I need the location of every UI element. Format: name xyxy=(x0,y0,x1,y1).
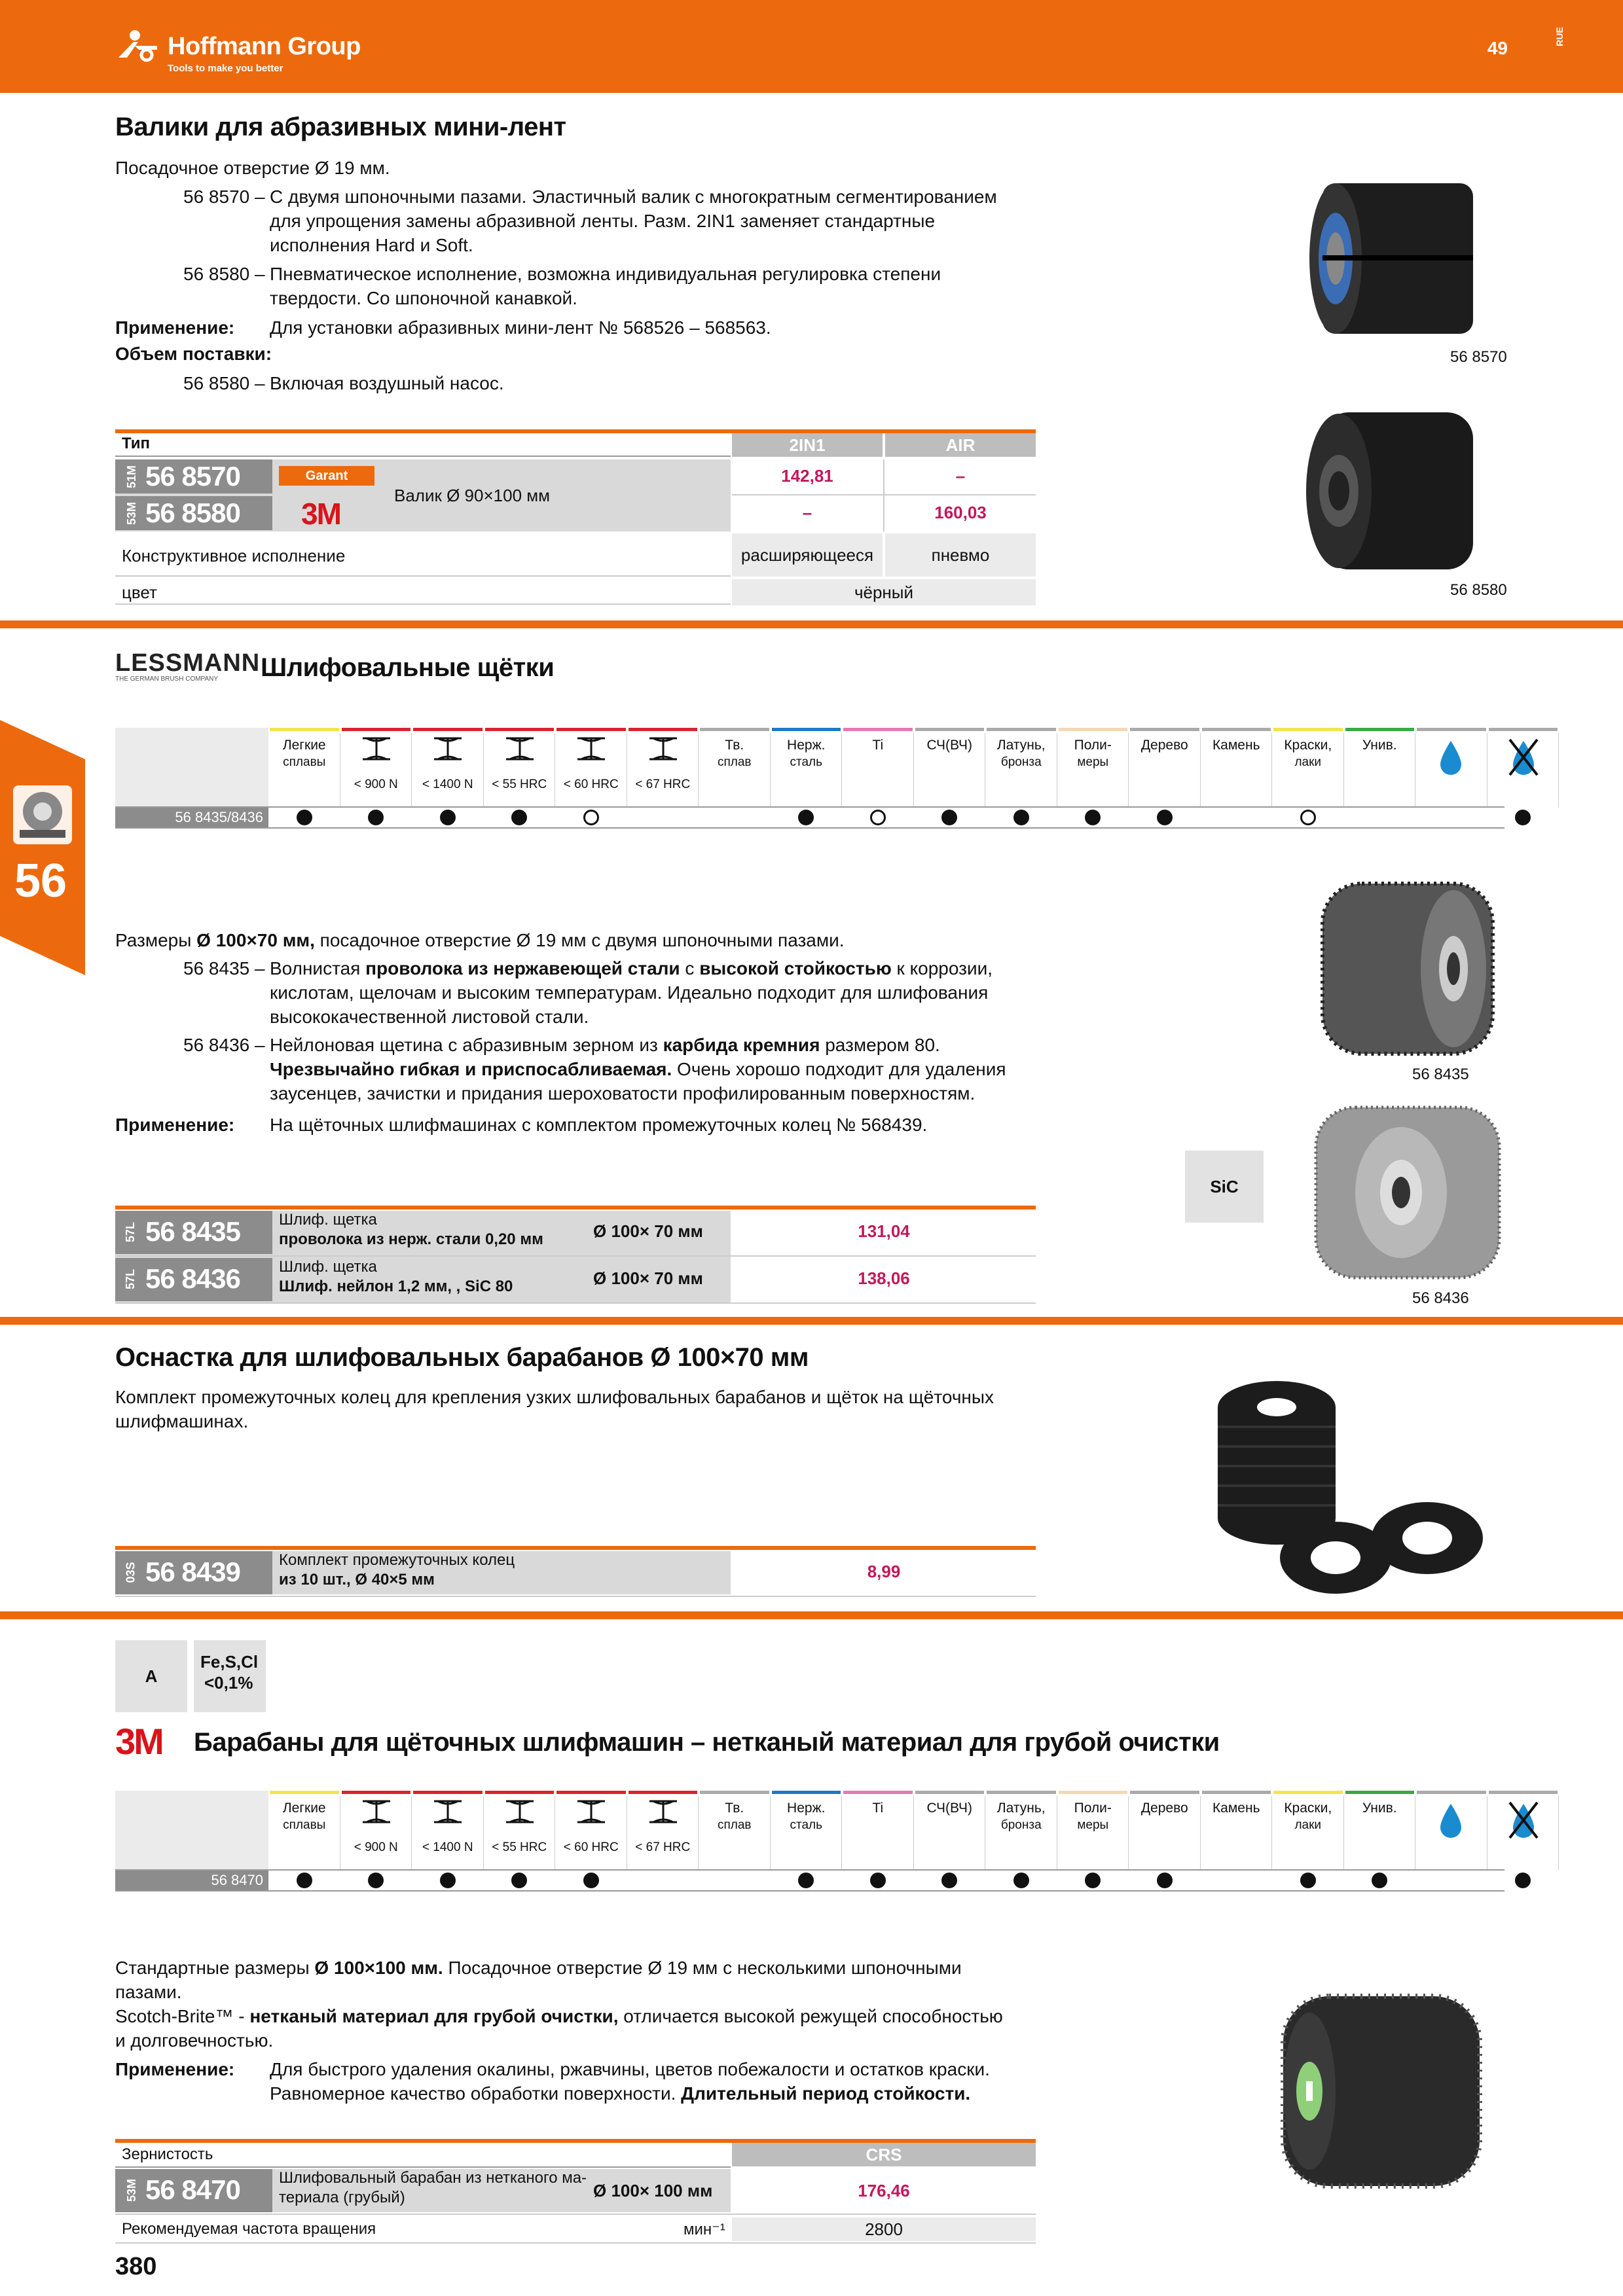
item-desc: твердости. Со шпоночной канавкой. xyxy=(270,288,577,308)
material-matrix xyxy=(115,728,1504,830)
divider xyxy=(115,2214,1036,2215)
material-header: Ti xyxy=(872,738,884,753)
row-desc: Комплект промежуточных колец xyxy=(279,1551,515,1569)
divider xyxy=(115,2166,731,2168)
material-color-bar xyxy=(629,728,698,731)
section-title: Оснастка для шлифовальных барабанов Ø 100×70 мм xyxy=(115,1343,809,1372)
article-number: 56 8470 xyxy=(145,2174,240,2205)
wire-brush-image xyxy=(1303,864,1512,1073)
price: – xyxy=(955,466,966,486)
matrix-rule xyxy=(115,1890,1504,1892)
wet-drop-icon xyxy=(1438,740,1464,776)
material-header: Унив. xyxy=(1362,738,1397,753)
scope-code: 56 8580 – xyxy=(183,373,265,393)
material-header: Камень xyxy=(1212,738,1260,753)
material-sub: сплавы xyxy=(283,1818,326,1832)
article-number: 56 8439 xyxy=(145,1556,240,1587)
item-code: 56 8580 – xyxy=(183,264,265,284)
chapter-number: 56 xyxy=(14,855,67,907)
price: 8,99 xyxy=(867,1562,901,1581)
price: 142,81 xyxy=(781,466,833,486)
application-label: Применение: xyxy=(115,2059,235,2079)
material-color-bar xyxy=(772,728,841,731)
suitable-mark xyxy=(297,810,312,825)
material-sub: сталь xyxy=(790,1818,823,1832)
material-header: Камень xyxy=(1212,1801,1260,1816)
matrix-article: 56 8470 xyxy=(115,1871,268,1890)
row-desc: Шлиф. щетка xyxy=(279,1258,377,1276)
t: Стандартные размеры xyxy=(115,1958,315,1978)
col-header-2in1: 2IN1 xyxy=(732,433,883,457)
t: Очень хорошо подходит для удаления xyxy=(672,1059,1006,1079)
suitable-mark xyxy=(870,1873,886,1888)
steel-beam-icon xyxy=(648,736,678,762)
badge-a: A xyxy=(115,1640,187,1712)
item-code: 56 8435 – xyxy=(183,958,265,978)
mark-cell xyxy=(1415,808,1487,827)
size-pre: Размеры xyxy=(115,930,197,950)
item-desc: исполнения Hard и Soft. xyxy=(270,235,473,255)
mark-cell xyxy=(1415,1871,1487,1890)
material-header: СЧ(ВЧ) xyxy=(926,1801,972,1816)
dry-no-drop-icon xyxy=(1507,1800,1540,1840)
mark-cell xyxy=(1201,1871,1273,1890)
roller-image xyxy=(1283,164,1512,347)
section-title: Барабаны для щёточных шлифмашин – нетканый материал для грубой очистки xyxy=(194,1728,1220,1757)
material-sub: < 55 HRC xyxy=(492,1840,547,1854)
divider xyxy=(115,1596,1036,1597)
t: нетканый материал для грубой очистки, xyxy=(249,2006,619,2026)
material-header: Легкие xyxy=(282,738,326,753)
section-text: шлифмашинах. xyxy=(115,1411,249,1431)
material-sub: < 1400 N xyxy=(422,1840,473,1854)
color-value: чёрный xyxy=(732,579,1036,605)
divider xyxy=(115,456,731,457)
article-tag: 57L xyxy=(124,1268,137,1290)
material-color-bar xyxy=(342,1791,411,1794)
application-label: Применение: xyxy=(115,317,235,338)
material-sub: < 67 HRC xyxy=(635,778,691,791)
steel-beam-icon xyxy=(505,736,535,762)
divider xyxy=(115,1302,1036,1304)
size-post: посадочное отверстие Ø 19 мм с двумя шпоночными пазами. xyxy=(314,930,845,950)
steel-beam-icon xyxy=(361,736,392,762)
application-text: Для быстрого удаления окалины, ржавчины, цветов побежалости и остатков краски. xyxy=(270,2059,990,2079)
material-header: Поли- xyxy=(1074,738,1112,753)
material-color-bar xyxy=(556,1791,626,1794)
application-text: Для установки абразивных мини-лент № 568526 – 568563. xyxy=(270,317,771,338)
size-text xyxy=(115,928,845,952)
material-header: Латунь, xyxy=(996,1801,1046,1816)
t: Посадочное отверстие Ø 19 мм с несколькими шпоночными xyxy=(443,1958,962,1978)
suitable-mark xyxy=(1157,1873,1173,1888)
steel-beam-icon xyxy=(433,736,463,762)
matrix-article: 56 8435/8436 xyxy=(115,808,268,827)
price: 131,04 xyxy=(858,1221,910,1241)
roller-image xyxy=(1283,399,1512,583)
item-desc xyxy=(270,1057,1006,1081)
material-header: Дерево xyxy=(1140,1801,1188,1816)
table-top-rule xyxy=(115,1546,1036,1550)
article-number: 56 8436 xyxy=(145,1263,240,1294)
limited-mark xyxy=(1300,810,1316,825)
t: карбида кремния xyxy=(663,1035,820,1055)
matrix-label-bg xyxy=(115,728,268,806)
mark-cell xyxy=(699,808,771,827)
item-code: 56 8570 – xyxy=(183,187,265,207)
material-color-bar xyxy=(1273,728,1343,731)
material-sub: бронза xyxy=(1000,755,1042,769)
material-color-bar xyxy=(1202,1791,1271,1794)
limited-mark xyxy=(870,810,886,825)
material-sub: < 60 HRC xyxy=(563,1840,619,1854)
article-number: 56 8570 xyxy=(145,461,240,492)
steel-beam-icon xyxy=(648,1799,678,1825)
material-sub: сталь xyxy=(790,755,823,769)
garant-logo: Garant xyxy=(279,466,374,486)
t: проволока из нержавеющей стали xyxy=(365,958,680,978)
material-sub: < 900 N xyxy=(354,778,398,791)
application-text xyxy=(270,2081,970,2106)
image-caption: 56 8436 xyxy=(1412,1289,1469,1307)
material-color-bar xyxy=(987,728,1056,731)
3m-logo: 3M xyxy=(301,497,340,531)
t: Нейлоновая щетина с абразивным зерном из xyxy=(270,1035,663,1055)
mark-cell xyxy=(1201,808,1273,827)
image-caption: 56 8580 xyxy=(1450,581,1507,599)
material-header: Тв. xyxy=(725,738,744,753)
color-label: цвет xyxy=(122,583,157,602)
material-color-bar xyxy=(1273,1791,1343,1794)
fleece-drum-image xyxy=(1270,1983,1493,2199)
material-sub: < 55 HRC xyxy=(492,778,547,791)
footer-page-number: 380 xyxy=(115,2253,157,2280)
material-color-bar xyxy=(485,728,555,731)
t: отличается высокой режущей способностью xyxy=(618,2006,1003,2026)
suitable-mark xyxy=(1013,810,1029,825)
mark-cell xyxy=(699,1871,771,1890)
article-number: 56 8580 xyxy=(145,497,240,528)
t: высокой стойкостью xyxy=(699,958,892,978)
suitable-mark xyxy=(297,1873,312,1888)
row-desc: Шлифовальный барабан из нетканого ма- xyxy=(279,2169,587,2187)
material-sub: лаки xyxy=(1294,1818,1322,1832)
section-title: Валики для абразивных мини-лент xyxy=(115,113,566,141)
material-header: Краски, xyxy=(1284,1801,1332,1816)
grit-label: Зернистость xyxy=(122,2145,213,2163)
table-top-rule xyxy=(115,1206,1036,1210)
row-desc: териала (грубый) xyxy=(279,2189,405,2206)
article-tag: 53M xyxy=(125,501,139,526)
image-caption: 56 8435 xyxy=(1412,1066,1469,1083)
material-color-bar xyxy=(1345,728,1415,731)
matrix-rule xyxy=(115,1869,1504,1871)
section-text: пазами. xyxy=(115,1982,182,2002)
language-code: RUE xyxy=(1554,27,1565,46)
brand-name: Hoffmann Group xyxy=(168,33,361,60)
section-title: Шлифовальные щётки xyxy=(261,653,555,682)
matrix-label-bg xyxy=(115,1791,268,1869)
divider xyxy=(115,2242,1036,2244)
article-tag: 51M xyxy=(125,465,139,489)
material-header: Легкие xyxy=(282,1801,326,1816)
row-size: Ø 100× 70 мм xyxy=(593,1221,703,1241)
material-color-bar xyxy=(413,728,483,731)
application-text: На щёточных шлифмашинах с комплектом промежуточных колец № 568439. xyxy=(270,1115,928,1135)
section-rule xyxy=(0,1317,1623,1325)
material-color-bar xyxy=(987,1791,1056,1794)
limited-mark xyxy=(583,810,599,825)
material-color-bar xyxy=(556,728,626,731)
material-sub: < 1400 N xyxy=(422,778,473,791)
suitable-mark xyxy=(440,810,456,825)
item-desc: С двумя шпоночными пазами. Эластичный валик с многократным сегментированием xyxy=(270,187,997,207)
material-header: Нерж. xyxy=(787,738,826,753)
material-header: Краски, xyxy=(1284,738,1332,753)
material-sub: сплавы xyxy=(283,755,326,769)
material-color-bar xyxy=(629,1791,698,1794)
brand-slogan: Tools to make you better xyxy=(168,63,283,74)
material-sub: < 60 HRC xyxy=(563,778,619,791)
suitable-mark xyxy=(583,1873,599,1888)
divider xyxy=(115,603,731,605)
divider xyxy=(115,1255,1036,1257)
material-header: Нерж. xyxy=(787,1801,826,1816)
price: 176,46 xyxy=(858,2181,910,2200)
row-size: Ø 100× 100 мм xyxy=(593,2181,713,2200)
material-color-bar xyxy=(1202,728,1271,731)
section-rule xyxy=(0,620,1623,628)
row-desc: проволока из нерж. стали 0,20 мм xyxy=(279,1230,543,1248)
rpm-unit: мин⁻¹ xyxy=(684,2221,725,2238)
row-size: Ø 100× 70 мм xyxy=(593,1268,703,1288)
article-number: 56 8435 xyxy=(145,1216,240,1247)
page-header xyxy=(0,0,1623,93)
rpm-value: 2800 xyxy=(732,2217,1036,2241)
material-header: Унив. xyxy=(1362,1801,1397,1816)
material-color-bar xyxy=(413,1791,483,1794)
3m-logo: 3M xyxy=(115,1721,162,1762)
suitable-mark xyxy=(1013,1873,1029,1888)
material-color-bar xyxy=(1130,728,1199,731)
t: Чрезвычайно гибкая и приспосабливаемая. xyxy=(270,1059,672,1079)
material-color-bar xyxy=(1059,1791,1128,1794)
grit-value: CRS xyxy=(732,2143,1036,2166)
material-sub: лаки xyxy=(1294,755,1322,769)
design-2in1: расширяющееся xyxy=(732,533,883,577)
suitable-mark xyxy=(440,1873,456,1888)
wet-drop-icon xyxy=(1438,1803,1464,1839)
item-desc xyxy=(270,956,993,980)
dry-no-drop-icon xyxy=(1507,737,1540,778)
matrix-rule xyxy=(115,806,1504,808)
material-color-bar xyxy=(270,728,339,731)
chapter-tab xyxy=(0,720,85,975)
material-color-bar xyxy=(1130,1791,1199,1794)
hoffmann-logo-icon xyxy=(115,26,161,65)
image-caption: 56 8570 xyxy=(1450,348,1507,366)
steel-beam-icon xyxy=(505,1799,535,1825)
design-air: пневмо xyxy=(885,533,1036,577)
steel-beam-icon xyxy=(576,736,606,762)
price: 160,03 xyxy=(934,503,987,522)
divider xyxy=(883,459,884,531)
badge-halogen-l2: <0,1% xyxy=(204,1673,253,1693)
t: Равномерное качество обработки поверхности. xyxy=(270,2083,682,2104)
intro-text: Посадочное отверстие Ø 19 мм. xyxy=(115,158,390,178)
t: Scotch-Brite™ - xyxy=(115,2006,250,2026)
material-sub: меры xyxy=(1077,1818,1109,1832)
t: Длительный период стойкости. xyxy=(681,2083,971,2104)
material-sub: бронза xyxy=(1000,1818,1042,1832)
material-color-bar xyxy=(843,728,913,731)
material-color-bar xyxy=(1417,1791,1486,1794)
material-color-bar xyxy=(270,1791,339,1794)
material-sub: < 900 N xyxy=(354,1840,398,1854)
size-bold: Ø 100×70 мм, xyxy=(196,930,315,950)
t: Ø 100×100 мм. xyxy=(314,1958,443,1978)
material-sub: сплав xyxy=(717,755,752,769)
scope-label: Объем поставки: xyxy=(115,344,272,364)
material-color-bar xyxy=(1345,1791,1415,1794)
article-tag: 03S xyxy=(124,1562,137,1583)
nylon-brush-image xyxy=(1303,1094,1512,1291)
lessmann-sub: THE GERMAN BRUSH COMPANY xyxy=(115,675,219,683)
section-text: и долговечностью. xyxy=(115,2030,274,2051)
section-text xyxy=(115,2004,1003,2028)
steel-beam-icon xyxy=(433,1799,463,1825)
matrix-rule xyxy=(115,827,1504,829)
material-color-bar xyxy=(700,1791,769,1794)
article-tag: 57L xyxy=(124,1221,137,1243)
type-label: Тип xyxy=(122,435,150,452)
material-color-bar xyxy=(1489,728,1558,731)
mark-cell xyxy=(627,808,699,827)
material-color-bar xyxy=(915,1791,985,1794)
item-desc: заусенцев, зачистки и придания шероховатости профилированным поверхностям. xyxy=(270,1083,976,1103)
material-sub: меры xyxy=(1077,755,1109,769)
item-desc: для упрощения замены абразивной ленты. Разм. 2IN1 заменяет стандартные xyxy=(270,211,936,231)
roller-desc: Валик Ø 90×100 мм xyxy=(394,486,550,505)
t: размером 80. xyxy=(820,1035,940,1055)
scope-text: Включая воздушный насос. xyxy=(270,373,504,393)
item-desc: высококачественной листовой стали. xyxy=(270,1007,589,1027)
size-text xyxy=(115,1956,962,1980)
material-matrix xyxy=(115,1791,1504,1893)
article-tag: 53M xyxy=(125,2178,139,2202)
t: с xyxy=(680,958,700,978)
item-desc: кислотам, щелочам и высоким температурам. Идеально подходит для шлифования xyxy=(270,982,989,1003)
price: – xyxy=(802,503,812,522)
material-header: Поли- xyxy=(1074,1801,1112,1816)
material-color-bar xyxy=(485,1791,555,1794)
item-desc: Пневматическое исполнение, возможна индивидуальная регулировка степени xyxy=(270,264,941,284)
mark-cell xyxy=(1344,808,1416,827)
material-color-bar xyxy=(1489,1791,1558,1794)
section-text: Комплект промежуточных колец для крепления узких шлифовальных барабанов и щёток на щёточных xyxy=(115,1387,994,1407)
section-rule xyxy=(0,1611,1623,1619)
suitable-mark xyxy=(1300,1873,1316,1888)
t: к коррозии, xyxy=(891,958,993,978)
material-color-bar xyxy=(915,728,985,731)
row-desc: Шлиф. щетка xyxy=(279,1211,377,1229)
mark-cell xyxy=(627,1871,699,1890)
page-number: 49 xyxy=(1487,38,1508,58)
item-code: 56 8436 – xyxy=(183,1035,265,1055)
lessmann-logo: LESSMANN xyxy=(115,649,261,677)
material-sub: сплав xyxy=(717,1818,752,1832)
material-color-bar xyxy=(1059,728,1128,731)
design-label: Конструктивное исполнение xyxy=(122,546,346,565)
steel-beam-icon xyxy=(576,1799,606,1825)
material-header: Ti xyxy=(872,1801,884,1816)
material-header: СЧ(ВЧ) xyxy=(926,738,972,753)
material-header: Латунь, xyxy=(996,738,1046,753)
application-label: Применение: xyxy=(115,1115,235,1135)
badge-halogen-l1: Fe,S,Cl xyxy=(200,1652,259,1672)
sic-badge: SiC xyxy=(1185,1151,1264,1223)
col-header-air: AIR xyxy=(885,433,1036,457)
material-color-bar xyxy=(342,728,411,731)
material-color-bar xyxy=(700,728,769,731)
material-header: Тв. xyxy=(725,1801,744,1816)
material-color-bar xyxy=(1417,728,1486,731)
price: 138,06 xyxy=(858,1268,910,1288)
t: Волнистая xyxy=(270,958,366,978)
spacer-rings-image xyxy=(1205,1368,1493,1610)
material-color-bar xyxy=(772,1791,841,1794)
rpm-label: Рекомендуемая частота вращения xyxy=(122,2220,376,2238)
steel-beam-icon xyxy=(361,1799,392,1825)
material-header: Дерево xyxy=(1140,738,1188,753)
suitable-mark xyxy=(1157,810,1173,825)
row-desc: Шлиф. нейлон 1,2 мм, , SiC 80 xyxy=(279,1278,513,1295)
row-desc: из 10 шт., Ø 40×5 мм xyxy=(279,1571,435,1588)
material-sub: < 67 HRC xyxy=(635,1840,691,1854)
item-desc xyxy=(270,1033,940,1057)
material-color-bar xyxy=(843,1791,913,1794)
